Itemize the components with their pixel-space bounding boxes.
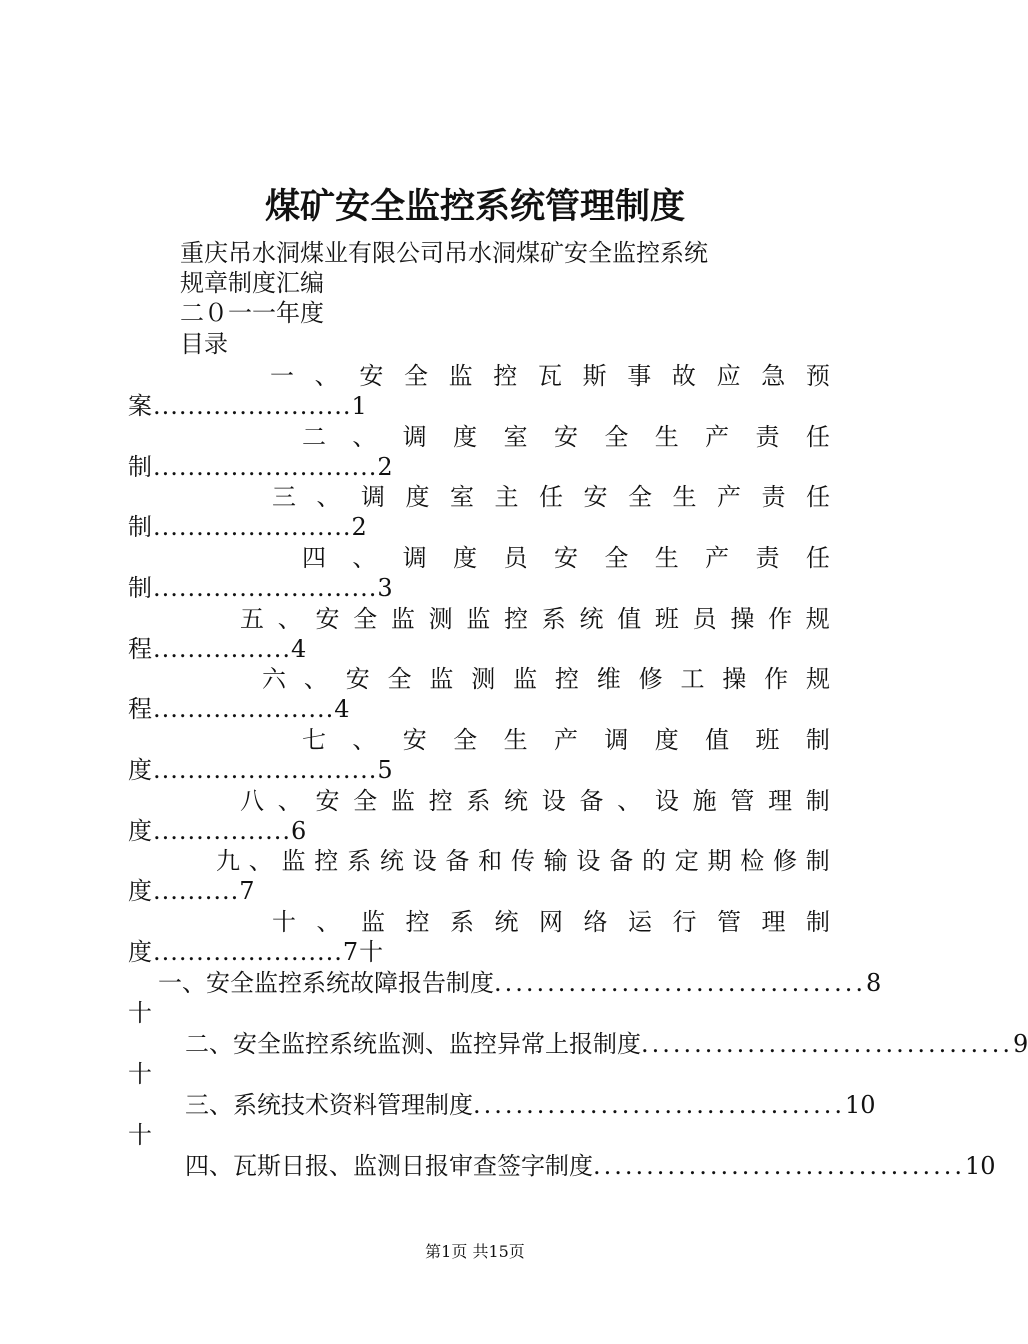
- toc-entry-11-label: 一、安全监控系统故障报告制度: [158, 969, 494, 997]
- toc-entry-9-tail: 度..........7: [128, 877, 256, 905]
- toc-entry-13-page: 10: [845, 1091, 876, 1119]
- toc-entry-6-head: 六 、 安 全 监 测 监 控 维 修 工 操 作 规: [262, 665, 830, 693]
- toc-heading: 目录: [180, 330, 228, 358]
- toc-entry-8-tail: 度................6: [128, 817, 308, 845]
- company-line: 重庆吊水洞煤业有限公司吊水洞煤矿安全监控系统: [180, 239, 708, 267]
- toc-entry-13-label: 三、系统技术资料管理制度: [185, 1091, 473, 1119]
- toc-entry-13: [185, 1090, 876, 1120]
- toc-entry-14: [185, 1151, 996, 1181]
- toc-entry-4-head: 四 、 调 度 员 安 全 生 产 责 任: [302, 544, 830, 572]
- toc-entry-4-tail: 制..........................3: [128, 574, 394, 602]
- toc-entry-5-tail: 程................4: [128, 635, 308, 663]
- toc-entry-12: [185, 1029, 1028, 1059]
- toc-entry-14-label: 四、瓦斯日报、监测日报审查签字制度: [185, 1152, 593, 1180]
- toc-ten-prefix-2: 十: [128, 1060, 152, 1088]
- toc-entry-6-tail: 程.....................4: [128, 695, 351, 723]
- toc-entry-12-page: 9: [1013, 1030, 1028, 1058]
- toc-entry-9-head: 九 、 监 控 系 统 设 备 和 传 输 设 备 的 定 期 检 修 制: [216, 847, 830, 875]
- toc-entry-7-head: 七 、 安 全 生 产 调 度 值 班 制: [302, 726, 830, 754]
- year-line: 二０一一年度: [180, 299, 324, 327]
- toc-ten-prefix-1: 十: [128, 999, 152, 1027]
- toc-entry-10-head: 十 、 监 控 系 统 网 络 运 行 管 理 制: [272, 908, 830, 936]
- toc-ten-prefix-3: 十: [128, 1121, 152, 1149]
- document-title: 煤矿安全监控系统管理制度: [264, 186, 685, 227]
- toc-entry-1-head: 一 、 安 全 监 控 瓦 斯 事 故 应 急 预: [270, 362, 830, 390]
- toc-entry-8-head: 八 、 安 全 监 控 系 统 设 备 、 设 施 管 理 制: [240, 787, 830, 815]
- toc-entry-14-leader: ...................................: [593, 1152, 966, 1180]
- toc-entry-14-page: 10: [965, 1152, 996, 1180]
- toc-entry-11-leader: ...................................: [494, 969, 867, 997]
- toc-entry-2-head: 二 、 调 度 室 安 全 生 产 责 任: [302, 423, 830, 451]
- page-footer: 第1页 共15页: [425, 1242, 525, 1261]
- toc-entry-12-leader: ...................................: [641, 1030, 1014, 1058]
- toc-entry-7-tail: 度..........................5: [128, 756, 394, 784]
- toc-entry-10-tail: 度......................7十: [128, 938, 385, 966]
- toc-entry-3-tail: 制.......................2: [128, 513, 368, 541]
- toc-entry-13-leader: ...................................: [473, 1091, 846, 1119]
- toc-entry-11: [158, 968, 882, 998]
- compilation-line: 规章制度汇编: [180, 269, 324, 297]
- toc-entry-12-label: 二、安全监控系统监测、监控异常上报制度: [185, 1030, 641, 1058]
- toc-entry-2-tail: 制..........................2: [128, 453, 394, 481]
- toc-entry-11-page: 8: [866, 969, 882, 997]
- toc-entry-5-head: 五 、 安 全 监 测 监 控 系 统 值 班 员 操 作 规: [240, 605, 830, 633]
- toc-entry-3-head: 三 、 调 度 室 主 任 安 全 生 产 责 任: [272, 483, 830, 511]
- toc-entry-1-tail: 案.......................1: [128, 392, 368, 420]
